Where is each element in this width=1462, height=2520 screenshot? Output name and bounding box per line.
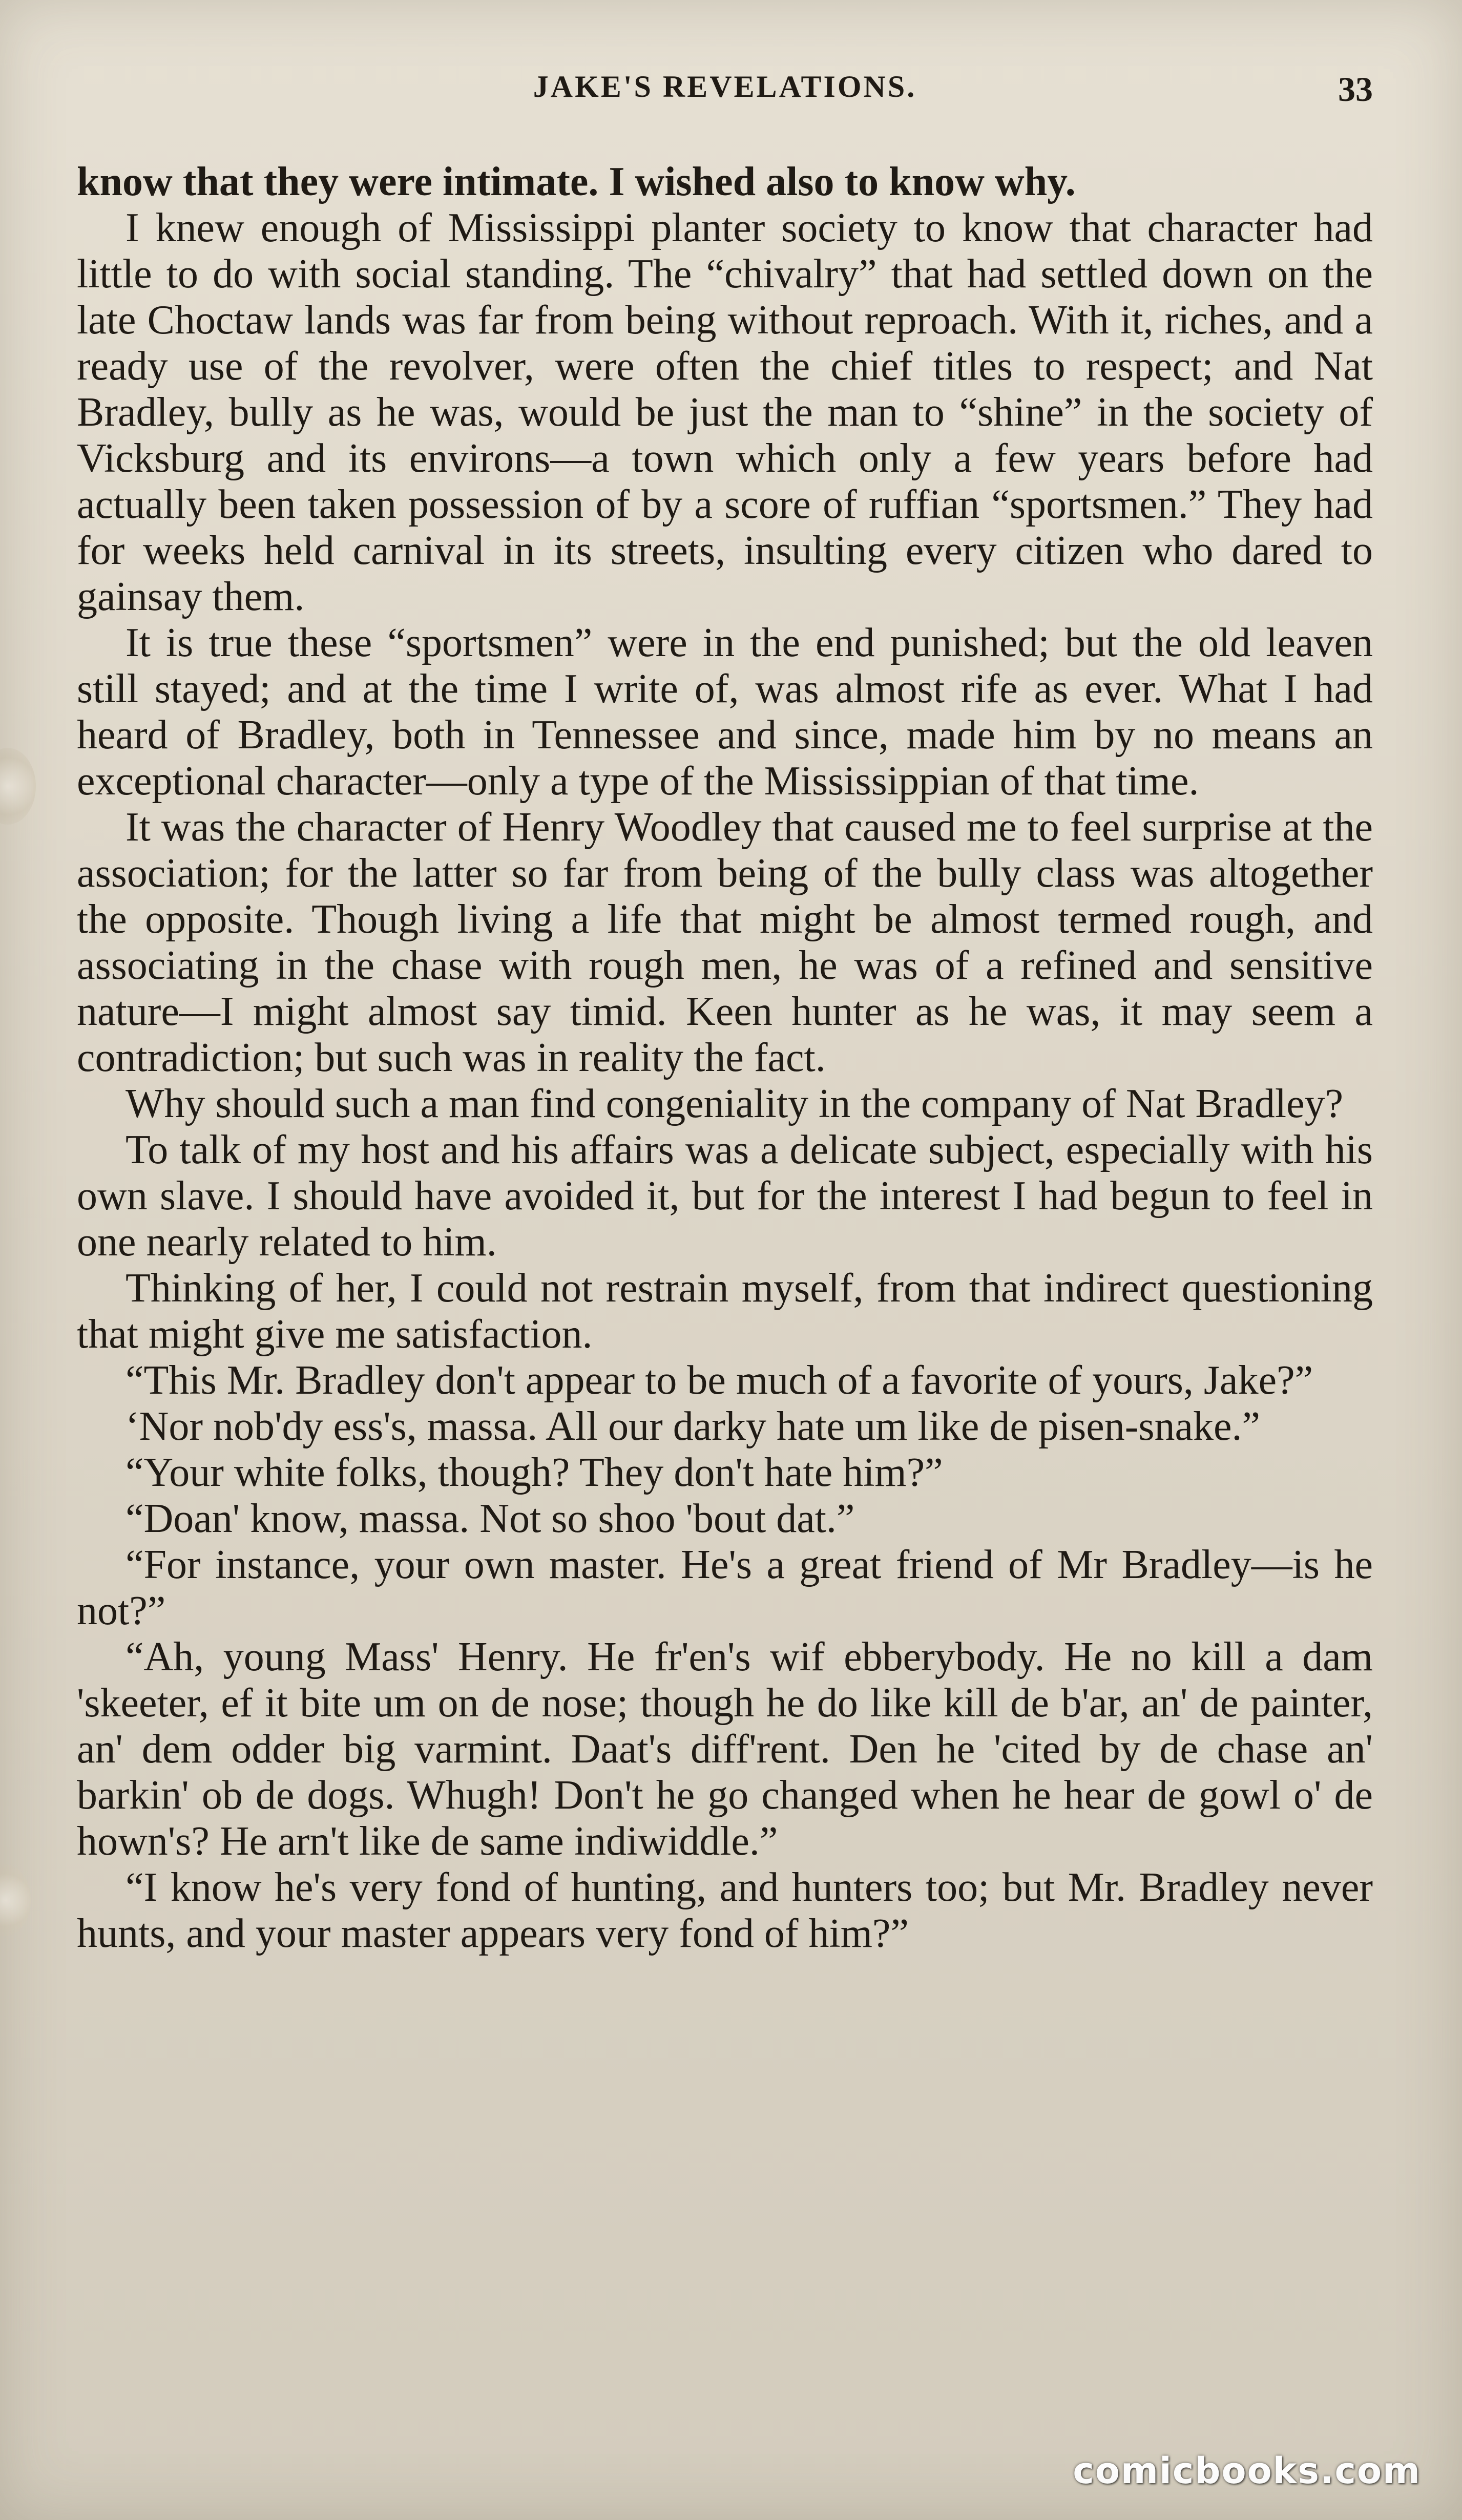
paragraph: I knew enough of Mississippi planter society to know that character had little to do with social standing. The “chivalry” that had settled down on the late Choctaw lands was far from being without reproach. With it, riches, and a ready use of the revolver, were often the chief titles to respect; and Nat Bradley, bully as he was, would be just the man to “shine” in the society of Vicksburg and its environs—a town which only a few years before had actually been taken possession of by a score of ruffian “sportsmen.” They had for weeks held carnival in its streets, insulting every citizen who dared to gainsay them. — [77, 205, 1373, 619]
paragraph: It is true these “sportsmen” were in the end punished; but the old leaven still stayed; and at the time I write of, was almost rife as ever. What I had heard of Bradley, both in Tennessee and since, made him by no means an exceptional character—only a type of the Mississippian of that time. — [77, 620, 1373, 804]
paragraph: It was the character of Henry Woodley that caused me to feel surprise at the association; for the latter so far from being of the bully class was altogether the opposite. Though living a life that might be almost termed rough, and associating in the chase with rough men, he was of a refined and sensitive nature—I might almost say timid. Keen hunter as he was, it may seem a contradiction; but such was in reality the fact. — [77, 805, 1373, 1080]
paragraph: know that they were intimate. I wished also to know why. — [77, 159, 1076, 204]
paragraph: “I know he's very fond of hunting, and hunters too; but Mr. Bradley never hunts, and your master appears very fond of him?” — [77, 1865, 1373, 1956]
watermark: comicbooks.com — [1073, 2450, 1421, 2492]
paragraph: “Doan' know, massa. Not so shoo 'bout dat.” — [126, 1496, 855, 1541]
paragraph: “Ah, young Mass' Henry. He fr'en's wif ebberybody. He no kill a dam 'skeeter, ef it bite um on de nose; though he do like kill de b'ar, an' de painter, an' dem odder big varmint. Daat's diff'rent. Den he 'cited by de chase an' barkin' ob de dogs. Whugh! Don't he go changed when he hear de gowl o' de hown's? He arn't like de same indiwiddle.” — [77, 1634, 1373, 1864]
paragraph: ‘Nor nob'dy ess's, massa. All our darky hate um like de pisen-snake.” — [126, 1404, 1260, 1449]
page-header — [77, 69, 1373, 115]
binding-hole — [0, 1864, 31, 1936]
running-title: JAKE'S REVELATIONS. — [533, 70, 917, 103]
page-number: 33 — [1338, 70, 1373, 109]
paragraph: “Your white folks, though? They don't hate him?” — [126, 1450, 943, 1495]
body-text — [77, 159, 1373, 1957]
paragraph: To talk of my host and his affairs was a delicate subject, especially with his own slave. I should have avoided it, but for the interest I had begun to feel in one nearly related to him. — [77, 1127, 1373, 1265]
paragraph: Thinking of her, I could not restrain myself, from that indirect questioning that might give me satisfaction. — [77, 1266, 1373, 1357]
paragraph: Why should such a man find congeniality in the company of Nat Bradley? — [126, 1081, 1344, 1126]
paragraph: “This Mr. Bradley don't appear to be much of a favorite of yours, Jake?” — [126, 1358, 1313, 1403]
paragraph: “For instance, your own master. He's a great friend of Mr Bradley—is he not?” — [77, 1542, 1373, 1633]
binding-hole — [0, 748, 36, 825]
